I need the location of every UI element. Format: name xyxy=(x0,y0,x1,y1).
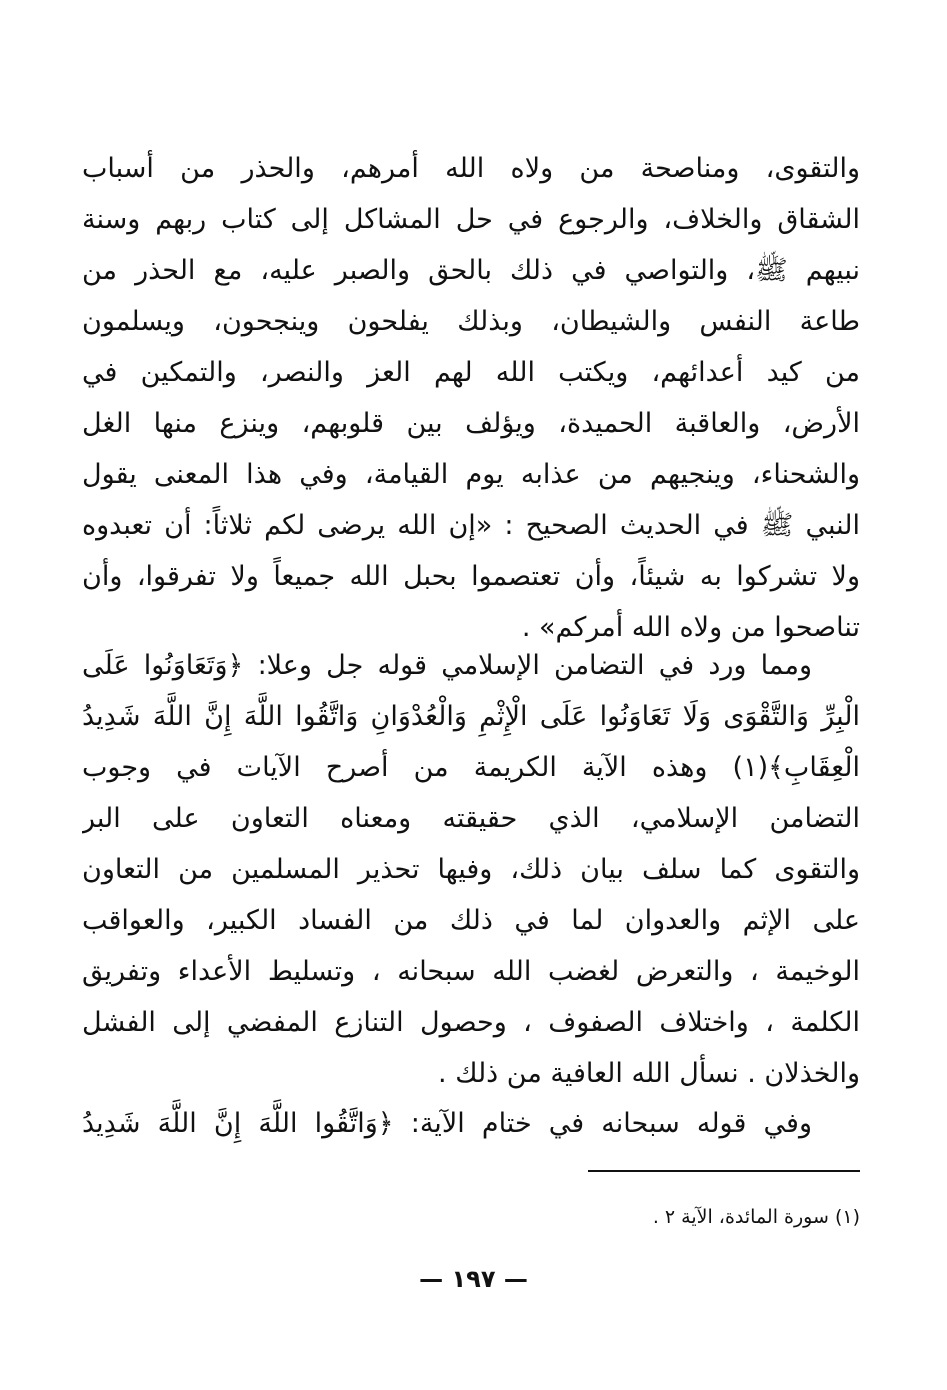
text-line: من كيد أعدائهم، ويكتب الله لهم العز والنصر، والتمكين في xyxy=(82,357,860,388)
footnote-divider xyxy=(588,1170,860,1172)
text-line: النبي ﷺ في الحديث الصحيح : «إن الله يرضى لكم ثلاثاً: أن تعبدوه xyxy=(82,510,860,541)
text-line: الْعِقَابِ﴾(١) وهذه الآية الكريمة من أصرح الآيات في وجوب xyxy=(82,752,860,783)
text-line: والشحناء، وينجيهم من عذابه يوم القيامة، وفي هذا المعنى يقول xyxy=(82,459,860,490)
text-line: ومما ورد في التضامن الإسلامي قوله جل وعلا: ﴿وَتَعَاوَنُوا عَلَى xyxy=(82,650,812,681)
text-line: ولا تشركوا به شيئاً، وأن تعتصموا بحبل الله جميعاً ولا تفرقوا، وأن xyxy=(82,561,860,592)
paragraph-2 xyxy=(82,640,860,1099)
text-line: الكلمة ، واختلاف الصفوف ، وحصول التنازع المفضي إلى الفشل xyxy=(82,1007,860,1038)
text-line: الوخيمة ، والتعرض لغضب الله سبحانه ، وتسليط الأعداء وتفريق xyxy=(82,956,860,987)
text-line: التضامن الإسلامي، الذي حقيقته ومعناه التعاون على البر xyxy=(82,803,860,834)
page-number: — ١٩٧ — xyxy=(419,1265,528,1293)
text-line: الْبِرِّ وَالتَّقْوَى وَلَا تَعَاوَنُوا عَلَى الْإِثْمِ وَالْعُدْوَانِ وَاتَّقُوا اللَّهَ إِنَّ اللَّهَ شَدِيدُ xyxy=(82,701,860,732)
footnote: (١) سورة المائدة، الآية ٢ . xyxy=(652,1206,860,1228)
text-line: والخذلان . نسأل الله العافية من ذلك . xyxy=(438,1058,860,1089)
text-line: وفي قوله سبحانه في ختام الآية: ﴿وَاتَّقُوا اللَّهَ إِنَّ اللَّهَ شَدِيدُ xyxy=(82,1108,812,1139)
text-line: الأرض، والعاقبة الحميدة، ويؤلف بين قلوبهم، وينزع منها الغل xyxy=(82,408,860,439)
text-line: نبيهم ﷺ، والتواصي في ذلك بالحق والصبر عليه، مع الحذر من xyxy=(82,255,860,286)
paragraph-3 xyxy=(82,1098,860,1149)
text-line: على الإثم والعدوان لما في ذلك من الفساد الكبير، والعواقب xyxy=(82,905,860,936)
text-line: الشقاق والخلاف، والرجوع في حل المشاكل إلى كتاب ربهم وسنة xyxy=(82,204,860,235)
text-line: تناصحوا من ولاه الله أمركم» . xyxy=(521,612,860,643)
text-line: والتقوى كما سلف بيان ذلك، وفيها تحذير المسلمين من التعاون xyxy=(82,854,860,885)
text-line: طاعة النفس والشيطان، وبذلك يفلحون وينجحون، ويسلمون xyxy=(82,306,860,337)
text-line: والتقوى، ومناصحة من ولاه الله أمرهم، والحذر من أسباب xyxy=(82,153,860,184)
paragraph-1 xyxy=(82,143,860,653)
